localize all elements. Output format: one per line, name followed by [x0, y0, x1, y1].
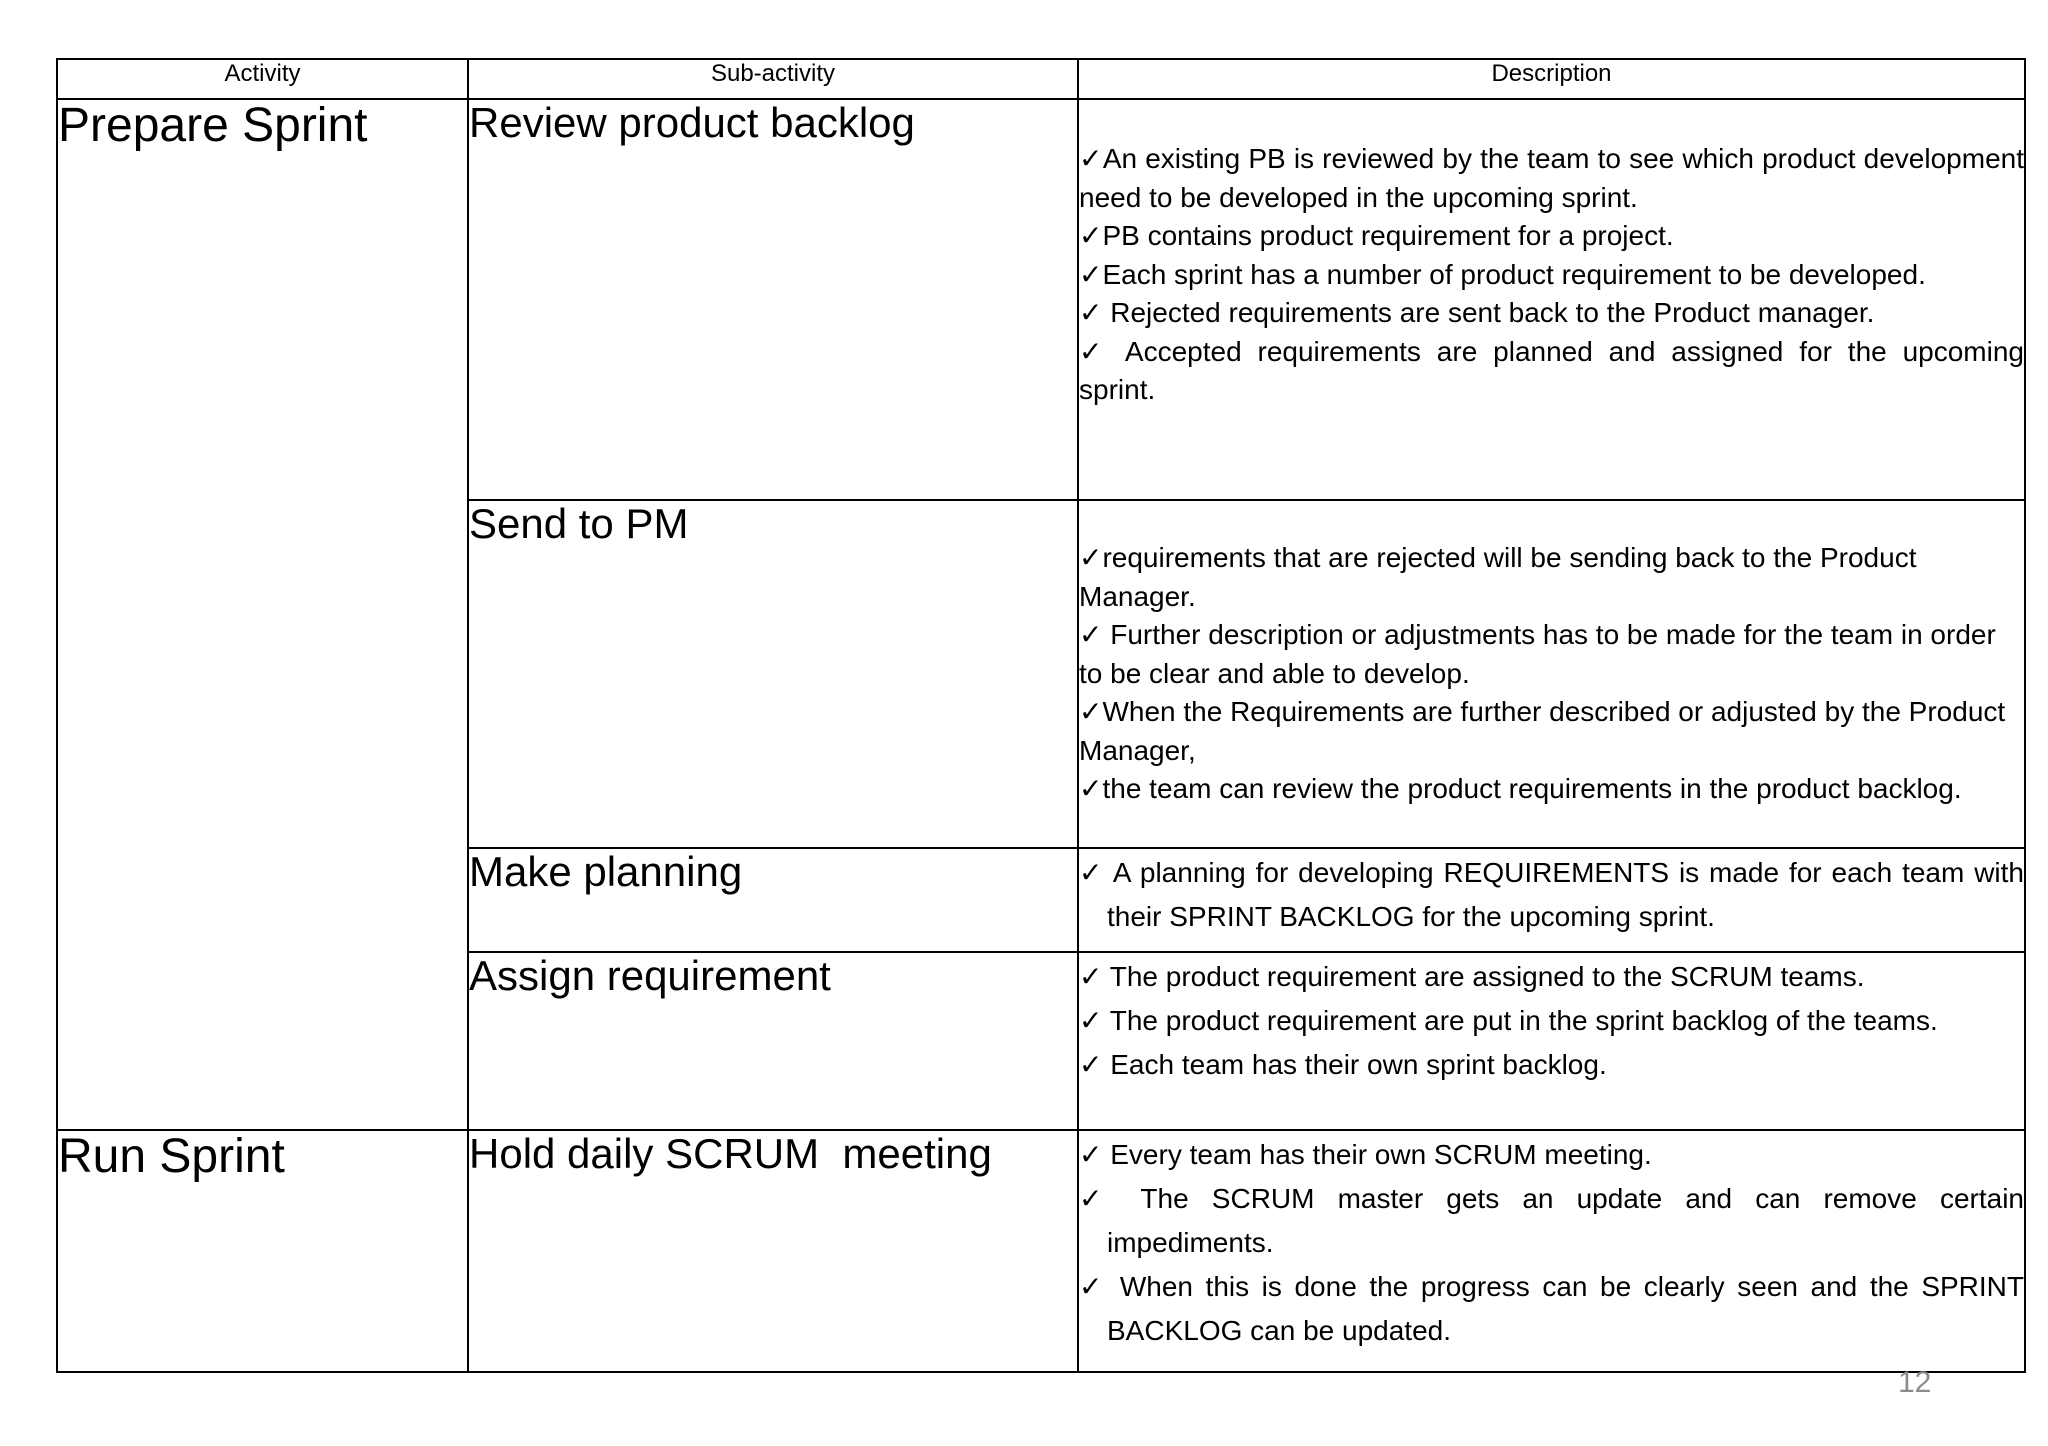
description-item: ✓Each sprint has a number of product requirement to be developed.: [1079, 258, 1926, 290]
header-activity: Activity: [57, 59, 468, 99]
description-send-to-pm: [1078, 500, 2025, 848]
description-item: ✓the team can review the product requirements in the product backlog.: [1079, 773, 1962, 804]
activity-run-sprint: Run Sprint: [57, 1130, 468, 1372]
description-item: ✓ Every team has their own SCRUM meeting.: [1079, 1139, 1652, 1170]
description-item: ✓requirements that are rejected will be sending back to the Product Manager.: [1079, 542, 1917, 612]
table-row: [57, 1130, 2025, 1372]
sub-activity-hold-daily-scrum-meeting: Hold daily SCRUM meeting: [468, 1130, 1078, 1372]
description-review-product-backlog: [1078, 99, 2025, 500]
description-item: ✓ The SCRUM master gets an update and can remove certain impediments.: [1079, 1183, 2024, 1258]
description-make-planning: [1078, 848, 2025, 952]
header-sub-activity: Sub-activity: [468, 59, 1078, 99]
description-assign-requirement: [1078, 952, 2025, 1130]
description-item: ✓ Each team has their own sprint backlog.: [1079, 1049, 1607, 1080]
sub-activity-review-product-backlog: Review product backlog: [468, 99, 1078, 500]
sub-activity-make-planning: Make planning: [468, 848, 1078, 952]
sub-activity-assign-requirement: Assign requirement: [468, 952, 1078, 1130]
description-item: ✓ The product requirement are assigned to the SCRUM teams.: [1079, 961, 1865, 992]
page-number: 12: [1898, 1366, 1932, 1399]
description-item: ✓An existing PB is reviewed by the team to see which product development need to be developed in the upcoming sprint.: [1079, 143, 2024, 213]
description-item: ✓ Further description or adjustments has to be made for the team in order to be clear and able to develop.: [1079, 619, 1996, 689]
description-item: ✓ The product requirement are put in the sprint backlog of the teams.: [1079, 1005, 1938, 1036]
table-row: [57, 99, 2025, 500]
description-item: ✓ Accepted requirements are planned and assigned for the upcoming sprint.: [1079, 335, 2024, 405]
description-item: ✓PB contains product requirement for a project.: [1079, 220, 1674, 251]
description-item: ✓When the Requirements are further described or adjusted by the Product Manager,: [1079, 696, 2006, 766]
description-item: ✓ When this is done the progress can be clearly seen and the SPRINT BACKLOG can be updated.: [1079, 1271, 2024, 1346]
activity-table: [56, 58, 2026, 1373]
description-item: ✓ A planning for developing REQUIREMENTS is made for each team with their SPRINT BACKLOG for the upcoming sprint.: [1079, 857, 2024, 932]
description-item: ✓ Rejected requirements are sent back to the Product manager.: [1079, 297, 1875, 328]
activity-prepare-sprint: Prepare Sprint: [57, 99, 468, 1130]
description-hold-daily-scrum-meeting: [1078, 1130, 2025, 1372]
sub-activity-send-to-pm: Send to PM: [468, 500, 1078, 848]
header-description: Description: [1078, 59, 2025, 99]
header-row: [57, 59, 2025, 99]
